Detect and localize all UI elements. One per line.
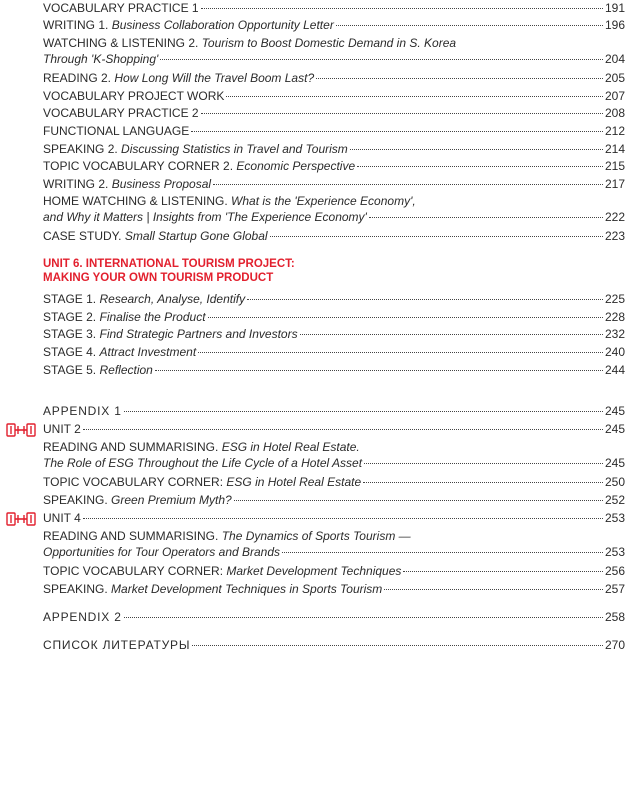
entry-label: STAGE 3.: [43, 327, 97, 341]
toc-entry[interactable]: [43, 581, 625, 597]
unit-6-heading-line2: MAKING YOUR OWN TOURISM PRODUCT: [43, 272, 274, 284]
entry-title: Market Development Techniques: [226, 564, 402, 578]
toc-entry[interactable]: [43, 563, 625, 579]
entry-label: SPEAKING.: [43, 582, 108, 596]
entry-title: Business Proposal: [111, 177, 212, 191]
entry-page: 258: [604, 610, 625, 624]
entry-page: 222: [604, 210, 625, 224]
entry-page: 207: [604, 89, 625, 103]
entry-page: 270: [604, 638, 625, 652]
toc-entry[interactable]: [43, 123, 625, 139]
entry-title: Find Strategic Partners and Investors: [99, 327, 298, 341]
entry-page: 252: [604, 493, 625, 507]
entry-title: What is the 'Experience Economy',: [231, 194, 416, 208]
toc-entry[interactable]: [43, 439, 625, 471]
entry-page: 196: [604, 18, 625, 32]
entry-label: VOCABULARY PROJECT WORK: [43, 89, 225, 103]
entry-title: ESG in Hotel Real Estate: [226, 475, 362, 489]
toc-entry[interactable]: [43, 421, 625, 437]
entry-title: Attract Investment: [99, 345, 197, 359]
toc-entry[interactable]: [43, 141, 625, 157]
toc-entry[interactable]: [43, 474, 625, 490]
entry-page: 228: [604, 310, 625, 324]
entry-page: 253: [604, 545, 625, 559]
entry-page: 256: [604, 564, 625, 578]
entry-title-cont: Through 'K-Shopping': [43, 52, 159, 66]
entry-label: VOCABULARY PRACTICE 1: [43, 1, 199, 15]
hotel-book-marker-icon: [6, 512, 36, 526]
entry-page: 245: [604, 422, 625, 436]
entry-title: Small Startup Gone Global: [124, 229, 268, 243]
toc-entry[interactable]: [43, 326, 625, 342]
toc-entry[interactable]: [43, 309, 625, 325]
toc-entry[interactable]: [43, 158, 625, 174]
entry-page: 240: [604, 345, 625, 359]
entry-title-cont: and Why it Matters | Insights from 'The Experience Economy': [43, 210, 367, 224]
entry-label: HOME WATCHING & LISTENING.: [43, 194, 228, 208]
toc-entry[interactable]: [43, 291, 625, 307]
toc-entry[interactable]: [43, 609, 625, 625]
entry-title: The Dynamics of Sports Tourism —: [221, 529, 411, 543]
toc-entry[interactable]: [43, 403, 625, 419]
entry-title: Market Development Techniques in Sports Tourism: [111, 582, 383, 596]
toc-entry[interactable]: [43, 510, 625, 526]
entry-page: 223: [604, 229, 625, 243]
entry-label: READING AND SUMMARISING.: [43, 440, 219, 454]
entry-page: 225: [604, 292, 625, 306]
entry-page: 250: [604, 475, 625, 489]
unit-6-heading-line1: UNIT 6. INTERNATIONAL TOURISM PROJECT:: [43, 258, 295, 270]
entry-label: VOCABULARY PRACTICE 2: [43, 106, 199, 120]
entry-page: 212: [604, 124, 625, 138]
entry-page: 232: [604, 327, 625, 341]
entry-page: 244: [604, 363, 625, 377]
entry-title: Economic Perspective: [236, 159, 356, 173]
entry-title: Research, Analyse, Identify: [99, 292, 246, 306]
entry-label: TOPIC VOCABULARY CORNER:: [43, 475, 224, 489]
toc-entry[interactable]: [43, 637, 625, 653]
entry-label: STAGE 4.: [43, 345, 97, 359]
entry-title: Tourism to Boost Domestic Demand in S. Korea: [201, 36, 457, 50]
entry-label: WATCHING & LISTENING 2.: [43, 36, 199, 50]
entry-title-cont: Opportunities for Tour Operators and Brands: [43, 545, 281, 559]
entry-page: 245: [604, 456, 625, 470]
unit-6-heading: [43, 257, 563, 285]
toc-entry[interactable]: [43, 105, 625, 121]
entry-page: 205: [604, 71, 625, 85]
entry-label: SPEAKING.: [43, 493, 108, 507]
entry-title: Green Premium Myth?: [111, 493, 232, 507]
entry-label: APPENDIX 2: [43, 610, 122, 624]
entry-page: 215: [604, 159, 625, 173]
entry-label: CASE STUDY.: [43, 229, 122, 243]
entry-page: 253: [604, 511, 625, 525]
entry-page: 214: [604, 142, 625, 156]
toc-entry[interactable]: [43, 17, 625, 33]
toc-entry[interactable]: [43, 0, 625, 16]
toc-entry[interactable]: [43, 228, 625, 244]
entry-label: STAGE 5.: [43, 363, 97, 377]
hotel-book-marker-icon: [6, 423, 36, 437]
entry-label: STAGE 1.: [43, 292, 97, 306]
entry-label: FUNCTIONAL LANGUAGE: [43, 124, 190, 138]
entry-title-cont: The Role of ESG Throughout the Life Cycle of a Hotel Asset: [43, 456, 363, 470]
entry-label: READING AND SUMMARISING.: [43, 529, 219, 543]
entry-page: 208: [604, 106, 625, 120]
entry-title: How Long Will the Travel Boom Last?: [114, 71, 315, 85]
entry-label: UNIT 4: [43, 511, 81, 525]
entry-label: TOPIC VOCABULARY CORNER:: [43, 564, 224, 578]
entry-title: Discussing Statistics in Travel and Tourism: [121, 142, 348, 156]
entry-label: СПИСОК ЛИТЕРАТУРЫ: [43, 638, 191, 652]
entry-title: Business Collaboration Opportunity Letter: [111, 18, 334, 32]
entry-label: TOPIC VOCABULARY CORNER 2.: [43, 159, 234, 173]
entry-page: 191: [604, 1, 625, 15]
entry-label: READING 2.: [43, 71, 112, 85]
entry-page: 217: [604, 177, 625, 191]
toc-entry[interactable]: [43, 362, 625, 378]
entry-title: Reflection: [99, 363, 153, 377]
toc-entry[interactable]: [43, 88, 625, 104]
entry-label: WRITING 1.: [43, 18, 109, 32]
entry-label: SPEAKING 2.: [43, 142, 118, 156]
toc-entry[interactable]: [43, 193, 625, 225]
entry-label: STAGE 2.: [43, 310, 97, 324]
toc-entry[interactable]: [43, 492, 625, 508]
entry-page: 245: [604, 404, 625, 418]
entry-title: Finalise the Product: [99, 310, 206, 324]
entry-label: APPENDIX 1: [43, 404, 122, 418]
entry-label: UNIT 2: [43, 422, 81, 436]
toc-entry[interactable]: [43, 528, 625, 560]
entry-page: 257: [604, 582, 625, 596]
toc-entry[interactable]: [43, 176, 625, 192]
toc-entry[interactable]: [43, 70, 625, 86]
entry-label: WRITING 2.: [43, 177, 109, 191]
toc-entry[interactable]: [43, 35, 625, 67]
entry-page: 204: [604, 52, 625, 66]
entry-title: ESG in Hotel Real Estate.: [221, 440, 360, 454]
toc-entry[interactable]: [43, 344, 625, 360]
